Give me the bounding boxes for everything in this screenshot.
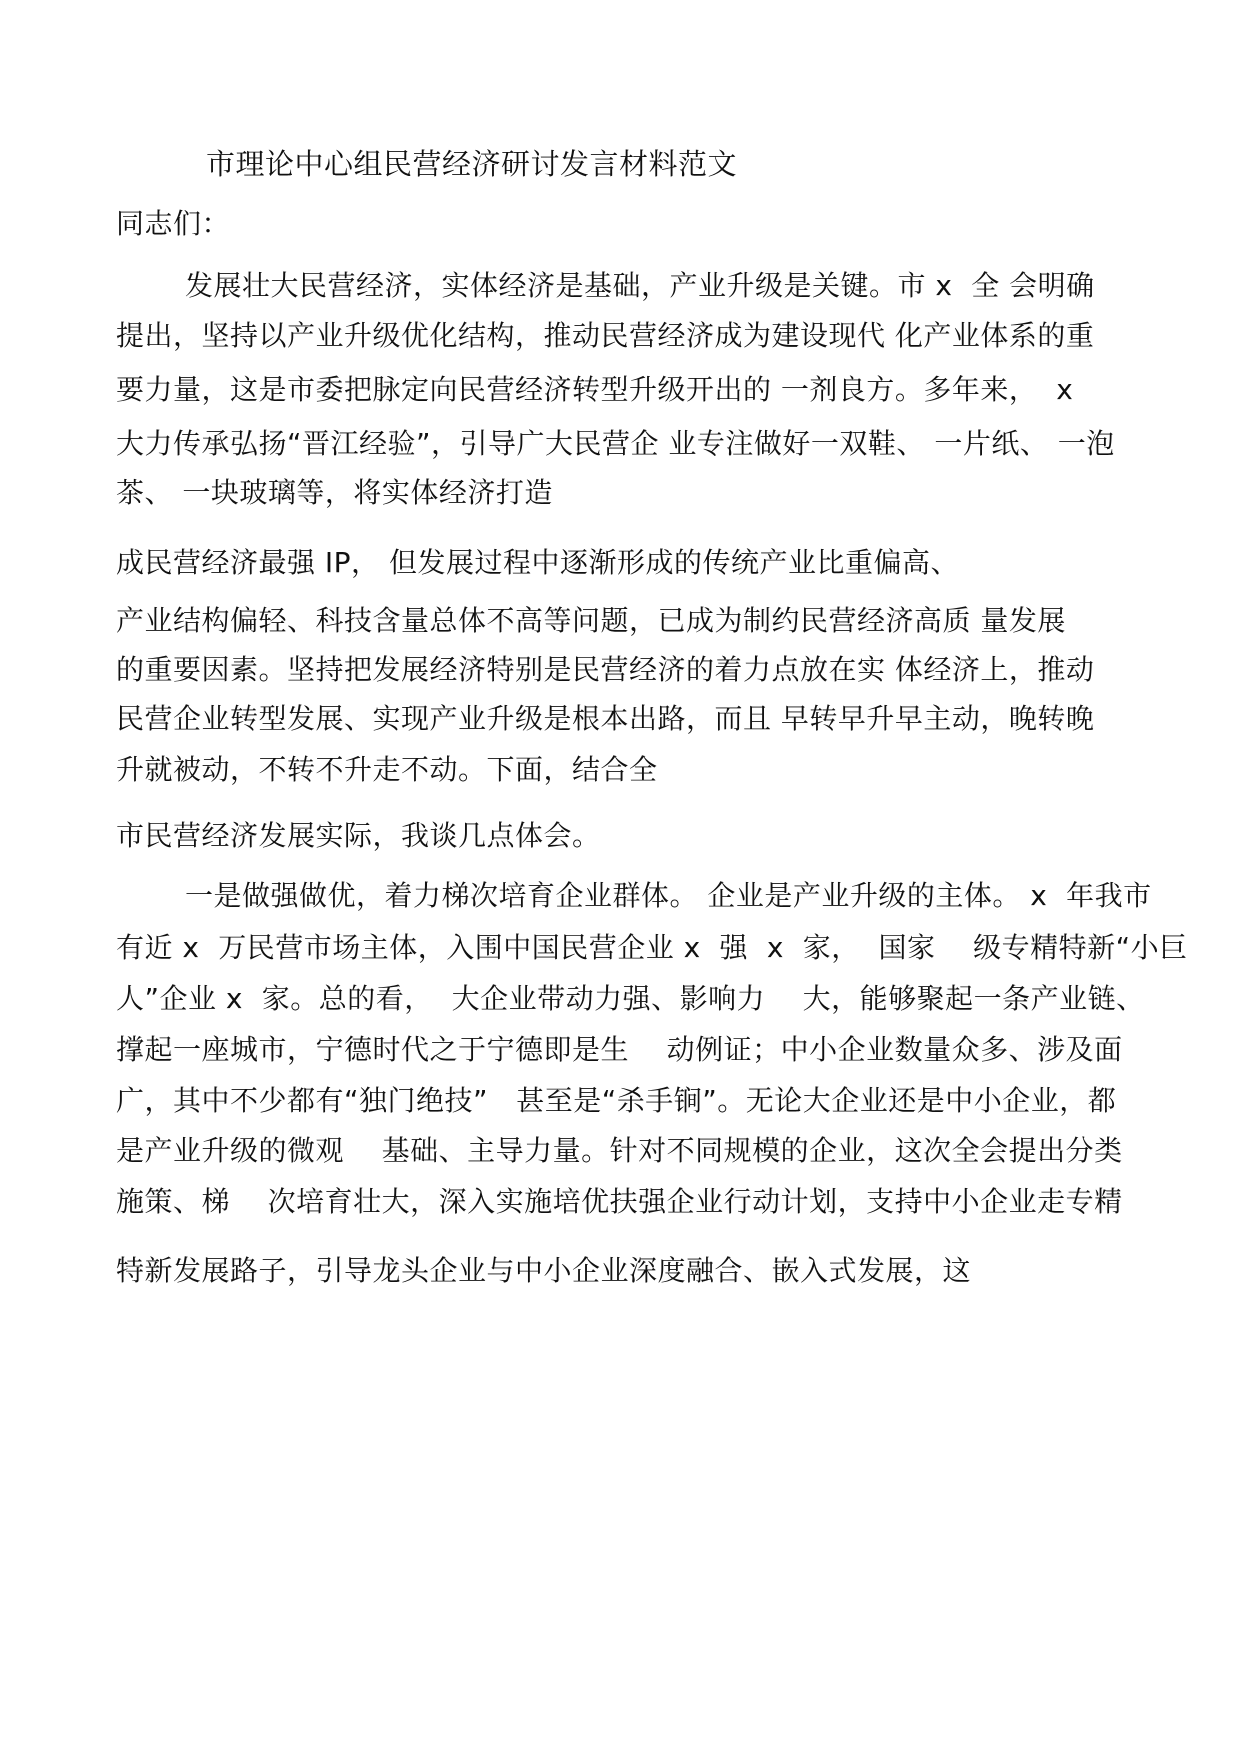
- document-title: 市理论中心组民营经济研讨发言材料范文: [206, 147, 738, 181]
- paragraph-line: 要力量，这是市委把脉定向民营经济转型升级开出的 一剂良方。多年来， x: [116, 373, 1074, 406]
- paragraph-line: 市民营经济发展实际，我谈几点体会。: [116, 819, 601, 852]
- paragraph-line: 民营企业转型发展、实现产业升级是根本出路，而且 早转早升早主动，晚转晚: [116, 702, 1095, 735]
- paragraph-line: 是产业升级的微观 基础、主导力量。针对不同规模的企业，这次全会提出分类: [116, 1134, 1123, 1167]
- paragraph-line: 广，其中不少都有“独门绝技” 甚至是“杀手锏”。无论大企业还是中小企业，都: [116, 1084, 1117, 1117]
- paragraph-line: 提出，坚持以产业升级优化结构，推动民营经济成为建设现代 化产业体系的重: [116, 319, 1095, 352]
- paragraph-line: 的重要因素。坚持把发展经济特别是民营经济的着力点放在实 体经济上，推动: [116, 653, 1095, 686]
- paragraph-line: 升就被动，不转不升走不动。下面，结合全: [116, 753, 658, 786]
- paragraph-line: 发展壮大民营经济，实体经济是基础，产业升级是关键。市 x 全 会明确: [185, 269, 1095, 302]
- paragraph-line: 施策、梯 次培育壮大，深入实施培优扶强企业行动计划，支持中小企业走专精: [116, 1185, 1123, 1218]
- paragraph-line: 撑起一座城市，宁德时代之于宁德即是生 动例证；中小企业数量众多、涉及面: [116, 1033, 1123, 1066]
- salutation: 同志们：: [116, 207, 231, 240]
- paragraph-line: 有近 x 万民营市场主体，入围中国民营企业 x 强 x 家， 国家 级专精特新“小巨: [116, 931, 1188, 964]
- paragraph-line: 产业结构偏轻、科技含量总体不高等问题，已成为制约民营经济高质 量发展: [116, 604, 1066, 637]
- paragraph-line: 大力传承弘扬“晋江经验”，引导广大民营企 业专注做好一双鞋、 一片纸、 一泡: [116, 427, 1115, 460]
- paragraph-line: 特新发展路子，引导龙头企业与中小企业深度融合、嵌入式发展，这: [116, 1254, 972, 1287]
- paragraph-line: 成民营经济最强 IP， 但发展过程中逐渐形成的传统产业比重偏高、: [116, 546, 959, 579]
- paragraph-line: 一是做强做优，着力梯次培育企业群体。 企业是产业升级的主体。 x 年我市: [185, 879, 1152, 912]
- paragraph-line: 茶、 一块玻璃等，将实体经济打造: [116, 476, 553, 509]
- paragraph-line: 人”企业 x 家。总的看， 大企业带动力强、影响力 大，能够聚起一条产业链、: [116, 982, 1145, 1015]
